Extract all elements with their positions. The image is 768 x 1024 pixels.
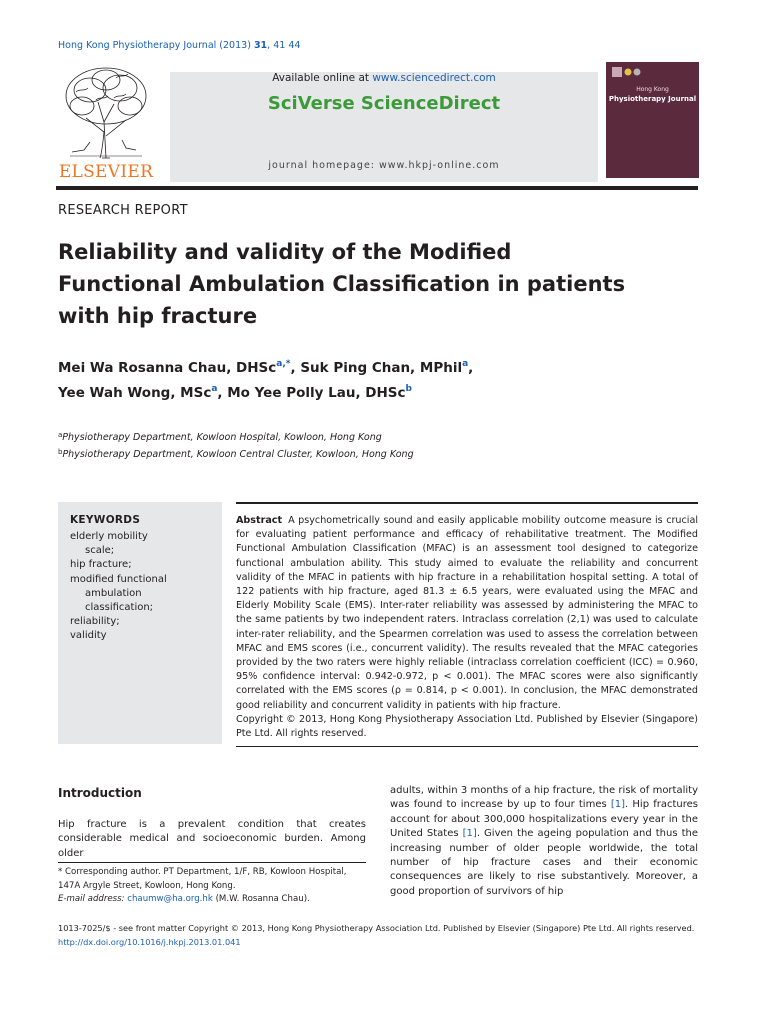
author-list: [58, 354, 698, 404]
body-text: . Given the ageing population and thus the increasing number of older people worldwide, the total number of hip fracture cases and their economic consequences are likely to rise substantively. Moreover, a good proportion of survivors of hip: [390, 828, 698, 897]
keyword-item: scale;: [85, 545, 115, 557]
introduction-heading: Introduction: [58, 786, 142, 800]
author-affil-mark[interactable]: b: [405, 384, 412, 394]
footnote-rule: [58, 862, 366, 863]
keyword-item: validity: [70, 630, 107, 642]
available-prefix: Available online at: [272, 72, 373, 84]
citation-volume: 31: [253, 40, 268, 51]
affiliation-text: Physiotherapy Department, Kowloon Central Cluster, Kowloon, Hong Kong: [62, 449, 414, 460]
author-affil-mark[interactable]: a,*: [276, 359, 291, 369]
corresponding-author-footnote: [58, 866, 366, 907]
journal-citation[interactable]: Hong Kong Physiotherapy Journal (2013) 31, 41 44: [58, 40, 301, 51]
keyword-item: hip fracture;: [70, 559, 132, 571]
author-affil-mark[interactable]: a: [462, 359, 469, 369]
elsevier-wordmark: ELSEVIER: [58, 162, 154, 182]
journal-cover-thumbnail[interactable]: [606, 62, 699, 178]
elsevier-tree-icon: [56, 62, 156, 160]
author-name[interactable]: , Mo Yee Polly Lau, DHSc: [217, 385, 406, 401]
page-footer: [58, 921, 708, 949]
author-name[interactable]: Mei Wa Rosanna Chau, DHSc: [58, 360, 277, 376]
header-rule: [56, 186, 698, 190]
keywords-list: [70, 530, 218, 644]
abstract-label: Abstract: [236, 515, 283, 526]
email-owner: (M.W. Rosanna Chau).: [215, 894, 310, 905]
article-type: RESEARCH REPORT: [58, 203, 188, 218]
affiliation-text: Physiotherapy Department, Kowloon Hospital, Kowloon, Hong Kong: [62, 432, 382, 443]
keyword-item: classification;: [85, 602, 154, 614]
abstract: [236, 514, 698, 741]
title-line-2: Functional Ambulation Classification in patients: [58, 272, 626, 296]
keyword-item: modified functional: [70, 573, 167, 585]
journal-homepage-text[interactable]: journal homepage: www.hkpj-online.com: [268, 160, 500, 171]
abstract-copyright: Copyright © 2013, Hong Kong Physiotherapy Association Ltd. Published by Elsevier (Singapore) Pte Ltd. All rights reserved.: [236, 713, 698, 740]
author-name[interactable]: Yee Wah Wong, MSc: [58, 385, 212, 401]
sciencedirect-link[interactable]: www.sciencedirect.com: [372, 72, 496, 84]
cover-title-line2: Physiotherapy Journal: [608, 95, 697, 103]
citation-link[interactable]: [1]: [610, 799, 626, 811]
body-text: adults, within 3 months of a hip fracture, the risk of mortality was found to increase by up to four times: [390, 785, 698, 811]
abstract-bottom-rule: [236, 746, 698, 747]
doi-link[interactable]: http://dx.doi.org/10.1016/j.hkpj.2013.01.041: [58, 937, 241, 947]
affiliations: [58, 428, 414, 462]
affiliation-b: [58, 445, 414, 462]
cover-title-line1: Hong Kong: [636, 86, 669, 93]
keywords-heading: KEYWORDS: [70, 514, 141, 526]
abstract-text: A psychometrically sound and easily applicable mobility outcome measure is crucial for evaluating patient performance and efficacy of rehabilitative treatment. The Modified Functional Ambulation Classification (MFAC) is an assessment tool designed to categorize functional ambulation ability. This study aimed to evaluate the reliability and concurrent validity of the MFAC in patients with hip fracture in a rehabilitation hospital setting. A total of 122 patients with hip fracture, aged 81.3 ± 6.5 years, were evaluated using the MFAC and Elderly Mobility Scale (EMS). Inter-rater reliability was assessed by administering the MFAC to the same patients by two independent raters. Intraclass correlation (2,1) was used to calculate inter-rater reliability, and the Spearmen correlation was used to assess the correlation between MFAC and EMS scores (i.e., concurrent validity). The results revealed that the MFAC categories provided by the two raters were highly reliable (intraclass correlation coefficient (ICC) = 0.960, 95% confidence interval: 0.942-0.972, p < 0.001). The MFAC scores were also significantly correlated with the EMS scores (ρ = 0.814, p < 0.001). In conclusion, the MFAC demonstrated good reliability and concurrent validity in patients with hip fracture.: [236, 515, 698, 711]
body-text: . Hip fractures account for about 300,000 hospitalizations every year in the United States: [390, 799, 699, 840]
author-name[interactable]: , Suk Ping Chan, MPhil: [290, 360, 463, 376]
keyword-item: elderly mobility: [70, 531, 148, 542]
sciencedirect-banner: [170, 72, 598, 182]
introduction-paragraph: Hip fracture is a prevalent condition that creates considerable medical and socioeconomic burden. Among older: [58, 819, 366, 859]
sciverse-sciencedirect-title: SciVerse ScienceDirect: [267, 93, 501, 114]
footnote-address: * Corresponding author. PT Department, 1/F, RB, Kowloon Hospital, 147A Argyle Street, Kowloon, Hong Kong.: [58, 867, 347, 891]
email-link[interactable]: chaumw@ha.org.hk: [127, 894, 213, 905]
email-label: E-mail address:: [58, 894, 125, 905]
elsevier-logo[interactable]: [56, 62, 156, 182]
keywords-panel: [58, 502, 222, 744]
abstract-top-rule: [236, 502, 698, 504]
citation-pages: 41 44: [273, 40, 301, 51]
available-online-text: [170, 72, 598, 84]
affiliation-a: [58, 428, 414, 445]
citation-link[interactable]: [1]: [462, 828, 477, 840]
affiliation-mark: b: [58, 448, 63, 456]
cover-logos-icon: [612, 66, 652, 78]
author-separator: ,: [468, 360, 474, 376]
keyword-item: ambulation: [85, 587, 142, 599]
citation-journal: Hong Kong Physiotherapy Journal (2013): [58, 40, 251, 51]
title-line-1: Reliability and validity of the Modified: [58, 240, 512, 264]
affiliation-mark: a: [58, 431, 63, 439]
introduction-column-2: [390, 784, 698, 899]
keyword-item: reliability;: [70, 616, 120, 628]
article-title: [58, 236, 698, 332]
footnote-email-line: [58, 893, 366, 907]
title-line-3: with hip fracture: [58, 304, 258, 328]
issn-line: 1013-7025/$ - see front matter Copyright © 2013, Hong Kong Physiotherapy Association Ltd. Published by Elsevier (Singapore) Pte Ltd. All rights reserved.: [58, 923, 695, 933]
author-affil-mark[interactable]: a: [211, 384, 218, 394]
